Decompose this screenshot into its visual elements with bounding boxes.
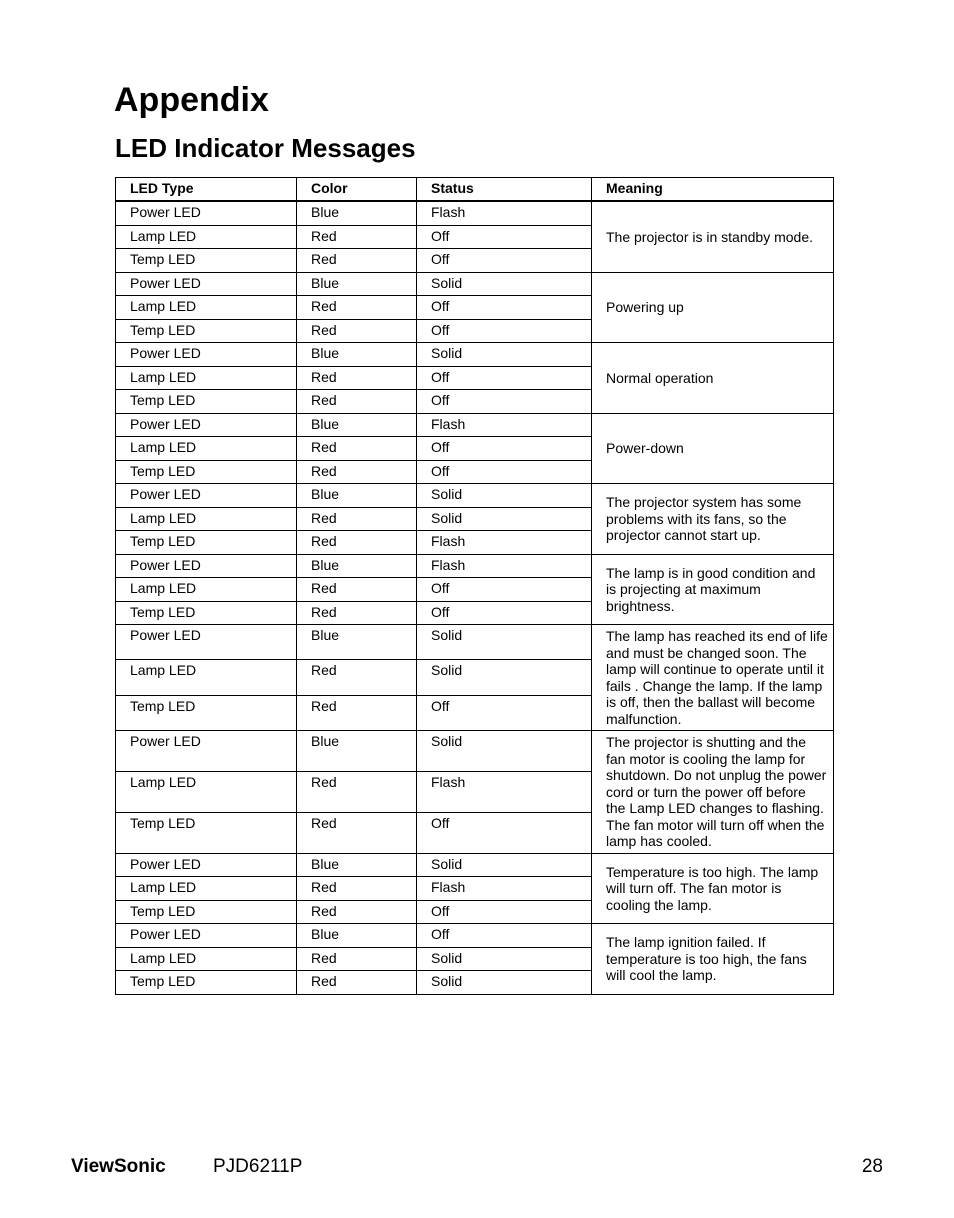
color-cell: Red bbox=[297, 812, 417, 853]
color-cell: Red bbox=[297, 460, 417, 484]
status-cell: Off bbox=[417, 296, 592, 320]
led-type-cell: Lamp LED bbox=[116, 660, 297, 695]
led-type-cell: Lamp LED bbox=[116, 507, 297, 531]
status-cell: Solid bbox=[417, 971, 592, 995]
meaning-cell: Temperature is too high. The lamp will turn off. The fan motor is cooling the lamp. bbox=[592, 853, 834, 924]
color-cell: Red bbox=[297, 366, 417, 390]
meaning-cell: The projector system has some problems with its fans, so the projector cannot start up. bbox=[592, 484, 834, 555]
color-cell: Blue bbox=[297, 201, 417, 225]
page-number: 28 bbox=[861, 1156, 883, 1177]
color-cell: Blue bbox=[297, 343, 417, 367]
status-cell: Off bbox=[417, 319, 592, 343]
section-title: LED Indicator Messages bbox=[115, 133, 416, 163]
status-cell: Off bbox=[417, 225, 592, 249]
led-type-cell: Temp LED bbox=[116, 971, 297, 995]
led-type-cell: Power LED bbox=[116, 731, 297, 772]
led-type-cell: Lamp LED bbox=[116, 296, 297, 320]
status-cell: Off bbox=[417, 601, 592, 625]
status-cell: Off bbox=[417, 695, 592, 730]
meaning-cell: Normal operation bbox=[592, 343, 834, 414]
led-type-cell: Lamp LED bbox=[116, 877, 297, 901]
color-cell: Blue bbox=[297, 924, 417, 948]
color-cell: Red bbox=[297, 695, 417, 730]
header-color: Color bbox=[297, 178, 417, 202]
led-type-cell: Temp LED bbox=[116, 601, 297, 625]
color-cell: Red bbox=[297, 507, 417, 531]
meaning-cell: Powering up bbox=[592, 272, 834, 343]
page-title: Appendix bbox=[114, 81, 269, 119]
status-cell: Solid bbox=[417, 853, 592, 877]
color-cell: Red bbox=[297, 249, 417, 273]
header-meaning: Meaning bbox=[592, 178, 834, 202]
color-cell: Red bbox=[297, 877, 417, 901]
table-row bbox=[116, 554, 834, 578]
color-cell: Red bbox=[297, 437, 417, 461]
led-type-cell: Power LED bbox=[116, 625, 297, 660]
status-cell: Flash bbox=[417, 877, 592, 901]
led-type-cell: Temp LED bbox=[116, 812, 297, 853]
meaning-cell: The lamp has reached its end of life and must be changed soon. The lamp will continue to operate until it fails . Change the lamp. If the lamp is off, then the ballast will become malfunction. bbox=[592, 625, 834, 731]
led-type-cell: Temp LED bbox=[116, 531, 297, 555]
status-cell: Off bbox=[417, 812, 592, 853]
meaning-cell: The projector is in standby mode. bbox=[592, 201, 834, 272]
led-type-cell: Power LED bbox=[116, 413, 297, 437]
meaning-cell: The lamp ignition failed. If temperature is too high, the fans will cool the lamp. bbox=[592, 924, 834, 995]
table-row bbox=[116, 201, 834, 225]
color-cell: Red bbox=[297, 601, 417, 625]
meaning-cell: The projector is shutting and the fan motor is cooling the lamp for shutdown. Do not unplug the power cord or turn the power off before the Lamp LED changes to flashing. The fan motor will turn off when the lamp has cooled. bbox=[592, 731, 834, 854]
led-type-cell: Temp LED bbox=[116, 390, 297, 414]
led-indicator-table bbox=[115, 177, 834, 995]
led-type-cell: Temp LED bbox=[116, 460, 297, 484]
footer-model: PJD6211P bbox=[213, 1156, 303, 1177]
led-type-cell: Lamp LED bbox=[116, 771, 297, 812]
table-row bbox=[116, 731, 834, 772]
color-cell: Red bbox=[297, 390, 417, 414]
status-cell: Solid bbox=[417, 625, 592, 660]
led-type-cell: Power LED bbox=[116, 924, 297, 948]
led-type-cell: Temp LED bbox=[116, 319, 297, 343]
color-cell: Red bbox=[297, 660, 417, 695]
footer-brand: ViewSonic bbox=[71, 1156, 166, 1177]
status-cell: Solid bbox=[417, 343, 592, 367]
table-row bbox=[116, 853, 834, 877]
color-cell: Red bbox=[297, 296, 417, 320]
led-type-cell: Temp LED bbox=[116, 900, 297, 924]
led-type-cell: Lamp LED bbox=[116, 437, 297, 461]
led-type-cell: Lamp LED bbox=[116, 225, 297, 249]
status-cell: Solid bbox=[417, 947, 592, 971]
status-cell: Off bbox=[417, 249, 592, 273]
table-row bbox=[116, 272, 834, 296]
color-cell: Blue bbox=[297, 484, 417, 508]
color-cell: Red bbox=[297, 771, 417, 812]
color-cell: Red bbox=[297, 971, 417, 995]
status-cell: Off bbox=[417, 366, 592, 390]
color-cell: Red bbox=[297, 225, 417, 249]
led-type-cell: Power LED bbox=[116, 201, 297, 225]
color-cell: Red bbox=[297, 947, 417, 971]
table-row bbox=[116, 484, 834, 508]
status-cell: Off bbox=[417, 900, 592, 924]
status-cell: Flash bbox=[417, 201, 592, 225]
status-cell: Flash bbox=[417, 413, 592, 437]
led-type-cell: Power LED bbox=[116, 484, 297, 508]
status-cell: Solid bbox=[417, 272, 592, 296]
color-cell: Red bbox=[297, 900, 417, 924]
status-cell: Flash bbox=[417, 771, 592, 812]
status-cell: Off bbox=[417, 924, 592, 948]
color-cell: Blue bbox=[297, 731, 417, 772]
status-cell: Flash bbox=[417, 531, 592, 555]
status-cell: Solid bbox=[417, 731, 592, 772]
table-header-row bbox=[116, 178, 834, 202]
color-cell: Blue bbox=[297, 853, 417, 877]
meaning-cell: The lamp is in good condition and is projecting at maximum brightness. bbox=[592, 554, 834, 625]
led-type-cell: Power LED bbox=[116, 343, 297, 367]
status-cell: Off bbox=[417, 390, 592, 414]
color-cell: Blue bbox=[297, 272, 417, 296]
status-cell: Off bbox=[417, 460, 592, 484]
header-led-type: LED Type bbox=[116, 178, 297, 202]
led-type-cell: Power LED bbox=[116, 272, 297, 296]
status-cell: Solid bbox=[417, 660, 592, 695]
color-cell: Red bbox=[297, 578, 417, 602]
header-status: Status bbox=[417, 178, 592, 202]
table-row bbox=[116, 924, 834, 948]
table-body bbox=[116, 201, 834, 994]
led-type-cell: Temp LED bbox=[116, 249, 297, 273]
meaning-cell: Power-down bbox=[592, 413, 834, 484]
color-cell: Red bbox=[297, 531, 417, 555]
color-cell: Blue bbox=[297, 554, 417, 578]
status-cell: Solid bbox=[417, 507, 592, 531]
led-type-cell: Power LED bbox=[116, 554, 297, 578]
color-cell: Blue bbox=[297, 625, 417, 660]
table-row bbox=[116, 343, 834, 367]
status-cell: Off bbox=[417, 437, 592, 461]
led-type-cell: Lamp LED bbox=[116, 366, 297, 390]
table-row bbox=[116, 413, 834, 437]
led-type-cell: Lamp LED bbox=[116, 578, 297, 602]
led-type-cell: Power LED bbox=[116, 853, 297, 877]
led-type-cell: Temp LED bbox=[116, 695, 297, 730]
table-row bbox=[116, 625, 834, 660]
led-type-cell: Lamp LED bbox=[116, 947, 297, 971]
color-cell: Blue bbox=[297, 413, 417, 437]
color-cell: Red bbox=[297, 319, 417, 343]
status-cell: Flash bbox=[417, 554, 592, 578]
status-cell: Solid bbox=[417, 484, 592, 508]
status-cell: Off bbox=[417, 578, 592, 602]
